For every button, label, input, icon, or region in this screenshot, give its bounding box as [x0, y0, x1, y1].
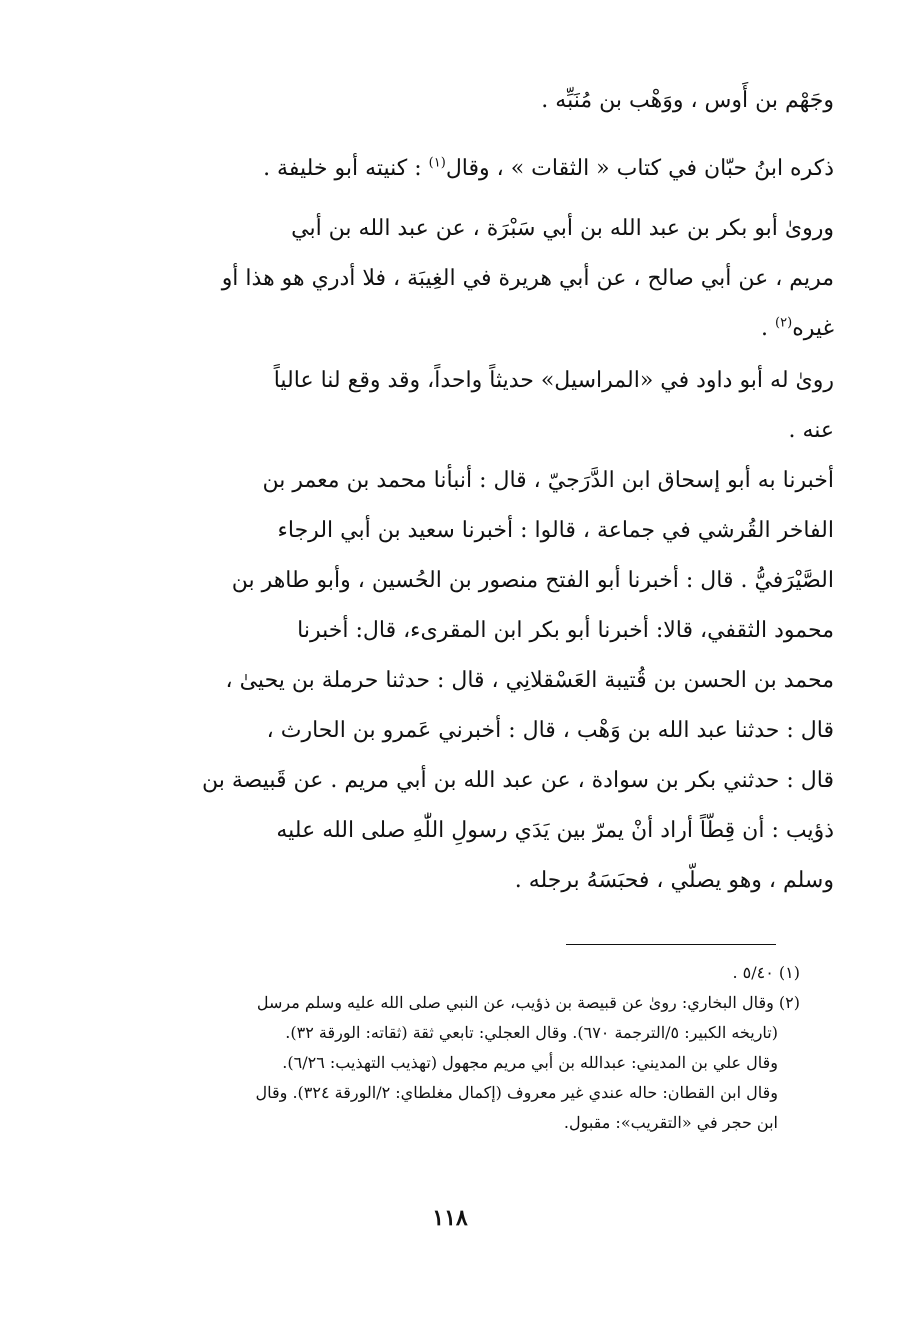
- paragraph-names: [70, 76, 834, 126]
- paragraph-isnad: [70, 456, 834, 906]
- page-number: ١١٨: [432, 1205, 468, 1231]
- text-line: وسلم ، وهو يصلّي ، فحبَسَهُ برجله .: [514, 868, 834, 893]
- text-line: أخبرنا به أبو إسحاق ابن الدَّرَجيّ ، قال : أنبأنا محمد بن معمر بن: [262, 468, 834, 493]
- text-line: محمود الثقفي، قالا: أخبرنا أبو بكر ابن المقرىء، قال: أخبرنا: [297, 618, 834, 643]
- text-line: روىٰ له أبو داود في «المراسيل» حديثاً واحداً، وقد وقع لنا عالياً: [273, 368, 834, 393]
- text-segment: ذكره ابنُ حبّان في كتاب « الثقات » ، وقال: [445, 156, 834, 181]
- footnote-2-line: (تاريخه الكبير: ٥/الترجمة ٦٧٠). وقال العجلي: تابعي ثقة (ثقاته: الورقة ٣٢).: [285, 1023, 778, 1042]
- text-line: الصَّيْرَفيُّ . قال : أخبرنا أبو الفتح منصور بن الحُسين ، وأبو طاهر بن: [231, 568, 834, 593]
- footnote-2-line: (٢) وقال البخاري: روىٰ عن قبيصة بن ذؤيب، عن النبي صلى الله عليه وسلم مرسل: [256, 993, 800, 1012]
- text-line: عنه .: [788, 418, 834, 443]
- paragraph-ibn-hibban: [70, 144, 834, 194]
- paragraph-abu-dawud: [70, 356, 834, 456]
- text-line: ذؤيب : أن قِطّاً أراد أنْ يمرّ بين يَدَي رسولِ اللّٰهِ صلى الله عليه: [276, 818, 834, 843]
- text-line: وروىٰ أبو بكر بن عبد الله بن أبي سَبْرَة ، عن عبد الله بن أبي: [291, 216, 834, 241]
- paragraph-abu-bakr: [70, 204, 834, 354]
- text-line: قال : حدثنا عبد الله بن وَهْب ، قال : أخبرني عَمرو بن الحارث ،: [266, 718, 834, 743]
- footnote-ref-2: (٢): [775, 315, 793, 331]
- text-line: وجَهْم بن أَوس ، ووَهْب بن مُنَبِّه .: [541, 88, 834, 113]
- text-segment: .: [761, 316, 776, 341]
- footnote-1: (١) ٥/٤٠ .: [732, 963, 800, 982]
- text-line: محمد بن الحسن بن قُتيبة العَسْقلانِي ، قال : حدثنا حرملة بن يحيىٰ ،: [225, 668, 834, 693]
- text-line: قال : حدثني بكر بن سوادة ، عن عبد الله بن أبي مريم . عن قَبيصة بن: [202, 768, 834, 793]
- footnote-ref-1: (١): [428, 155, 446, 171]
- footnote-2-line: وقال علي بن المديني: عبدالله بن أبي مريم مجهول (تهذيب التهذيب: ٦/٢٦).: [282, 1053, 778, 1072]
- text-line: مريم ، عن أبي صالح ، عن أبي هريرة في الغِيبَة ، فلا أدري هو هذا أو: [221, 266, 834, 291]
- text-line: [70, 304, 834, 354]
- footnote-2-line: ابن حجر في «التقريب»: مقبول.: [563, 1113, 778, 1132]
- footnote-divider: [566, 944, 776, 945]
- text-line: [70, 144, 834, 194]
- text-segment: غيره: [792, 316, 834, 341]
- text-line: الفاخر القُرشي في جماعة ، قالوا : أخبرنا سعيد بن أبي الرجاء: [277, 518, 834, 543]
- footnote-2-line: وقال ابن القطان: حاله عندي غير معروف (إكمال مغلطاي: ٢/الورقة ٣٢٤). وقال: [255, 1083, 778, 1102]
- text-segment: : كنيته أبو خليفة .: [263, 156, 429, 181]
- footnotes: [70, 958, 800, 1138]
